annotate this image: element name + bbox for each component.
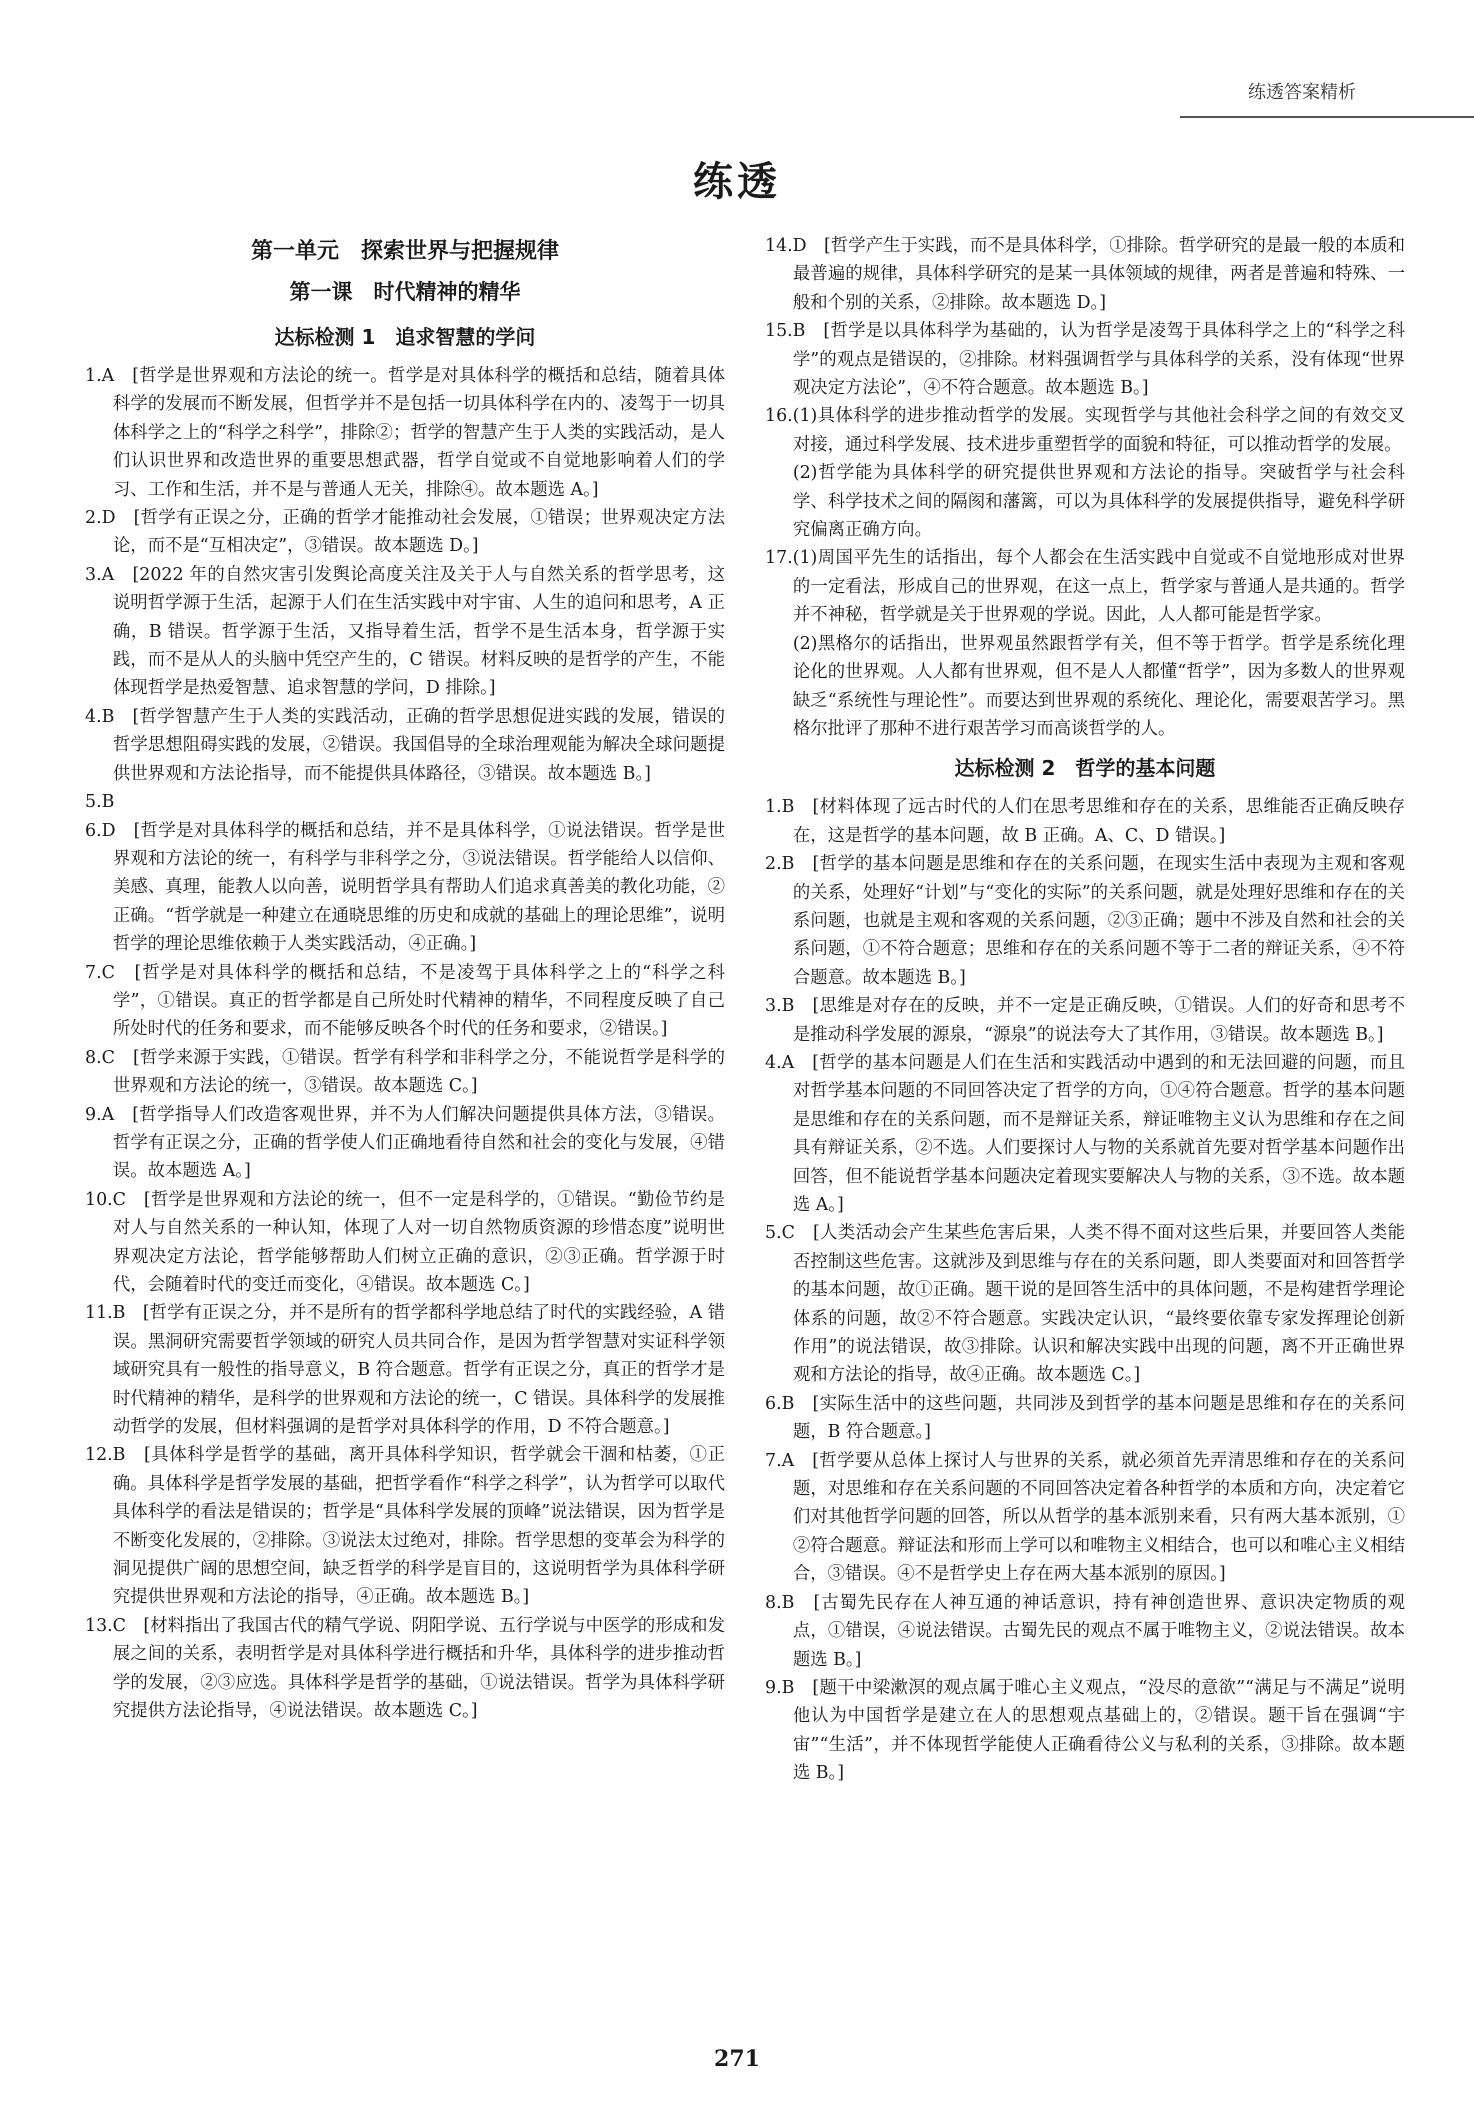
answer-item: 14.D [哲学产生于实践，而不是具体科学，①排除。哲学研究的是最一般的本质和最普遍的规律，具体科学研究的是某一具体领域的规律，两者是普遍和特殊、一般和个别的关系，②排除。故本题选 D。] [765, 236, 1405, 313]
left-column [85, 232, 725, 1726]
answer-item: 7.C [哲学是对具体科学的概括和总结，不是凌驾于具体科学之上的“科学之科学”，①错误。真正的哲学都是自己所处时代精神的精华，不同程度反映了自己所处时代的任务和要求，而不能够反映各个时代的任务和要求，②错误。] [85, 962, 725, 1040]
header-rule [1180, 116, 1474, 118]
answer-item: 1.B [材料体现了远古时代的人们在思考思维和存在的关系，思维能否正确反映存在，这是哲学的基本问题，故 B 正确。A、C、D 错误。] [765, 797, 1405, 846]
answer-item: 6.B [实际生活中的这些问题，共同涉及到哲学的基本问题是思维和存在的关系问题，B 符合题意。] [765, 1393, 1405, 1443]
answer-item: 2.B [哲学的基本问题是思维和存在的关系问题，在现实生活中表现为主观和客观的关系，处理好“计划”与“变化的实际”的关系问题，就是处理好思维和存在的关系问题，也就是主观和客观的关系问题，②③正确；题中不涉及自然和社会的关系问题，①不符合题意；思维和存在的关系问题不等于二者的辩证关系，④不符合题意。故本题选 B。] [765, 854, 1405, 988]
lesson-title: 第一课 时代精神的精华 [289, 280, 521, 304]
answer-paragraph: (2)黑格尔的话指出，世界观虽然跟哲学有关，但不等于哲学。哲学是系统化理论化的世界观。人人都有世界观，但不是人人都懂“哲学”，因为多数人的世界观缺乏“系统性与理论性”。而要达到世界观的系统化、理论化，需要艰苦学习。黑格尔批评了那种不进行艰苦学习而高谈哲学的人。 [792, 633, 1405, 739]
answer-item: 4.A [哲学的基本问题是人们在生活和实践活动中遇到的和无法回避的问题，而且对哲学基本问题的不同回答决定了哲学的方向，①④符合题意。哲学的基本问题是思维和存在的关系问题，而不是辩证关系，辩证唯物主义认为思维和存在之间具有辩证关系，②不选。人们要探讨人与物的关系就首先要对哲学基本问题作出回答，但不能说哲学基本问题决定着现实要解决人与物的关系，③不选。故本题选 A。] [765, 1052, 1405, 1215]
answer-item: 2.D [哲学有正误之分，正确的哲学才能推动社会发展，①错误；世界观决定方法论，而不是“互相决定”，③错误。故本题选 D。] [85, 508, 725, 557]
running-header: 练透答案精析 [1248, 82, 1356, 103]
answer-item: 13.C [材料指出了我国古代的精气学说、阴阳学说、五行学说与中医学的形成和发展之间的关系，表明哲学是对具体科学进行概括和升华，具体科学的进步推动哲学的发展，②③应选。具体科学是哲学的基础，①说法错误。哲学为具体科学研究提供方法论指导，④说法错误。故本题选 C。] [85, 1615, 725, 1722]
answer-item: 5.C [人类活动会产生某些危害后果，人类不得不面对这些后果，并要回答人类能否控制这些危害。这就涉及到思维与存在的关系问题，即人类要面对和回答哲学的基本问题，故①正确。题干说的是回答生活中的具体问题，不是构建哲学理论体系的问题，故②不符合题意。实践决定认识，“最终要依靠专家发挥理论创新作用”的说法错误，故③排除。认识和解决实践中出现的问题，离不开正确世界观和方法论的指导，故④正确。故本题选 C。] [765, 1223, 1405, 1386]
answer-item: 3.A [2022 年的自然灾害引发舆论高度关注及关于人与自然关系的哲学思考，这说明哲学源于生活，起源于人们在生活实践中对宇宙、人生的追问和思考，A 正确，B 错误。哲学源于生活，又指导着生活，哲学不是生活本身，哲学源于实践，而不是从人的头脑中凭空产生的，C 错误。材料反映的是哲学的产生，不能体现哲学是热爱智慧、追求智慧的学问，D 排除。] [85, 564, 725, 699]
section-title-1: 达标检测 1 追求智慧的学问 [274, 325, 536, 349]
answer-item: 12.B [具体科学是哲学的基础，离开具体科学知识，哲学就会干涸和枯萎，①正确。具体科学是哲学发展的基础，把哲学看作“科学之科学”，认为哲学可以取代具体科学的看法是错误的；哲学是“具体科学发展的顶峰”说法错误，因为哲学是不断变化发展的，②排除。③说法太过绝对，排除。哲学思想的变革会为科学的洞见提供广阔的思想空间，缺乏哲学的科学是盲目的，这说明哲学为具体科学研究提供世界观和方法论的指导，④正确。故本题选 B。] [85, 1445, 725, 1608]
page-title: 练透 [693, 159, 781, 205]
answer-item: 4.B [哲学智慧产生于人类的实践活动，正确的哲学思想促进实践的发展，错误的哲学思想阻碍实践的发展，②错误。我国倡导的全球治理观能为解决全球问题提供世界观和方法论指导，而不能提供具体路径，③错误。故本题选 B。] [85, 706, 725, 784]
answer-item: 7.A [哲学要从总体上探讨人与世界的关系，就必须首先弄清思维和存在的关系问题，对思维和存在关系问题的不同回答决定着各种哲学的本质和方向，决定着它们对其他哲学问题的回答，所以从哲学的基本派别来看，只有两大基本派别，①②符合题意。辩证法和形而上学可以和唯物主义相结合，也可以和唯心主义相结合，③错误。④不是哲学史上存在两大基本派别的原因。] [765, 1450, 1405, 1585]
answer-item: 8.C [哲学来源于实践，①错误。哲学有科学和非科学之分，不能说哲学是科学的世界观和方法论的统一，③错误。故本题选 C。] [85, 1047, 725, 1097]
answer-item: 17.(1)周国平先生的话指出，每个人都会在生活实践中自觉或不自觉地形成对世界的一定看法，形成自己的世界观，在这一点上，哲学家与普通人是共通的。哲学并不神秘，哲学就是关于世界观的学说。因此，人人都可能是哲学家。 [765, 548, 1405, 626]
answer-item: 15.B [哲学是以具体科学为基础的，认为哲学是凌驾于具体科学之上的“科学之科学”的观点是错误的，②排除。材料强调哲学与具体科学的关系，没有体现“世界观决定方法论”，④不符合题意。故本题选 B。] [765, 321, 1405, 399]
answer-item: 16.(1)具体科学的进步推动哲学的发展。实现哲学与其他社会科学之间的有效交叉对接，通过科学发展、技术进步重塑哲学的面貌和特征，可以推动哲学的发展。 [765, 406, 1405, 455]
answer-paragraph: (2)哲学能为具体科学的研究提供世界观和方法论的指导。突破哲学与社会科学、科学技术之间的隔阂和藩篱，可以为具体科学的发展提供指导，避免科学研究偏离正确方向。 [792, 463, 1405, 541]
answer-item: 10.C [哲学是世界观和方法论的统一，但不一定是科学的，①错误。“勤俭节约是对人与自然关系的一种认知，体现了人对一切自然物质资源的珍惜态度”说明世界观决定方法论，哲学能够帮助人们树立正确的意识，②③正确。哲学源于时代，会随着时代的变迁而变化，④错误。故本题选 C。] [85, 1189, 725, 1295]
right-column [765, 232, 1405, 1788]
unit-title: 第一单元 探索世界与把握规律 [250, 239, 559, 264]
section-title-2: 达标检测 2 哲学的基本问题 [954, 756, 1216, 781]
answer-item: 6.D [哲学是对具体科学的概括和总结，并不是具体科学，①说法错误。哲学是世界观和方法论的统一，有科学与非科学之分，③说法错误。哲学能给人以信仰、美感、真理，能教人以向善，说明哲学具有帮助人们追求真善美的教化功能，②正确。“哲学就是一种建立在通晓思维的历史和成就的基础上的理论思维”，说明哲学的理论思维依赖于人类实践活动，④正确。] [85, 820, 725, 955]
page-number: 271 [714, 2046, 760, 2072]
answer-item: 3.B [思维是对存在的反映，并不一定是正确反映，①错误。人们的好奇和思考不是推动科学发展的源泉，“源泉”的说法夸大了其作用，③错误。故本题选 B。] [765, 996, 1405, 1045]
answer-item: 11.B [哲学有正误之分，并不是所有的哲学都科学地总结了时代的实践经验，A 错误。黑洞研究需要哲学领域的研究人员共同合作，是因为哲学智慧对实证科学领域研究具有一般性的指导意义，B 符合题意。哲学有正误之分，真正的哲学才是时代精神的精华，是科学的世界观和方法论的统一，C 错误。具体科学的发展推动哲学的发展，但材料强调的是哲学对具体科学的作用，D 不符合题意。] [85, 1303, 725, 1438]
answer-item: 5.B [85, 792, 115, 813]
answer-item: 8.B [古蜀先民存在人神互通的神话意识，持有神创造世界、意识决定物质的观点，①错误，④说法错误。古蜀先民的观点不属于唯物主义，②说法错误。故本题选 B。] [765, 1592, 1405, 1670]
answer-item: 1.A [哲学是世界观和方法论的统一。哲学是对具体科学的概括和总结，随着具体科学的发展而不断发展，但哲学并不是包括一切具体科学在内的、凌驾于一切具体科学之上的“科学之科学”，排除②；哲学的智慧产生于人类的实践活动，是人们认识世界和改造世界的重要思想武器，哲学自觉或不自觉地影响着人们的学习、工作和生活，并不是与普通人无关，排除④。故本题选 A。] [85, 366, 725, 500]
answer-item: 9.B [题干中梁漱溟的观点属于唯心主义观点，“没尽的意欲”“满足与不满足”说明他认为中国哲学是建立在人的思想观点基础上的，②错误。题干旨在强调“宇宙”“生活”，并不体现哲学能使人正确看待公义与私利的关系，③排除。故本题选 B。] [765, 1677, 1405, 1784]
answer-item: 9.A [哲学指导人们改造客观世界，并不为人们解决问题提供具体方法，③错误。哲学有正误之分，正确的哲学使人们正确地看待自然和社会的变化与发展，④错误。故本题选 A。] [85, 1104, 725, 1182]
